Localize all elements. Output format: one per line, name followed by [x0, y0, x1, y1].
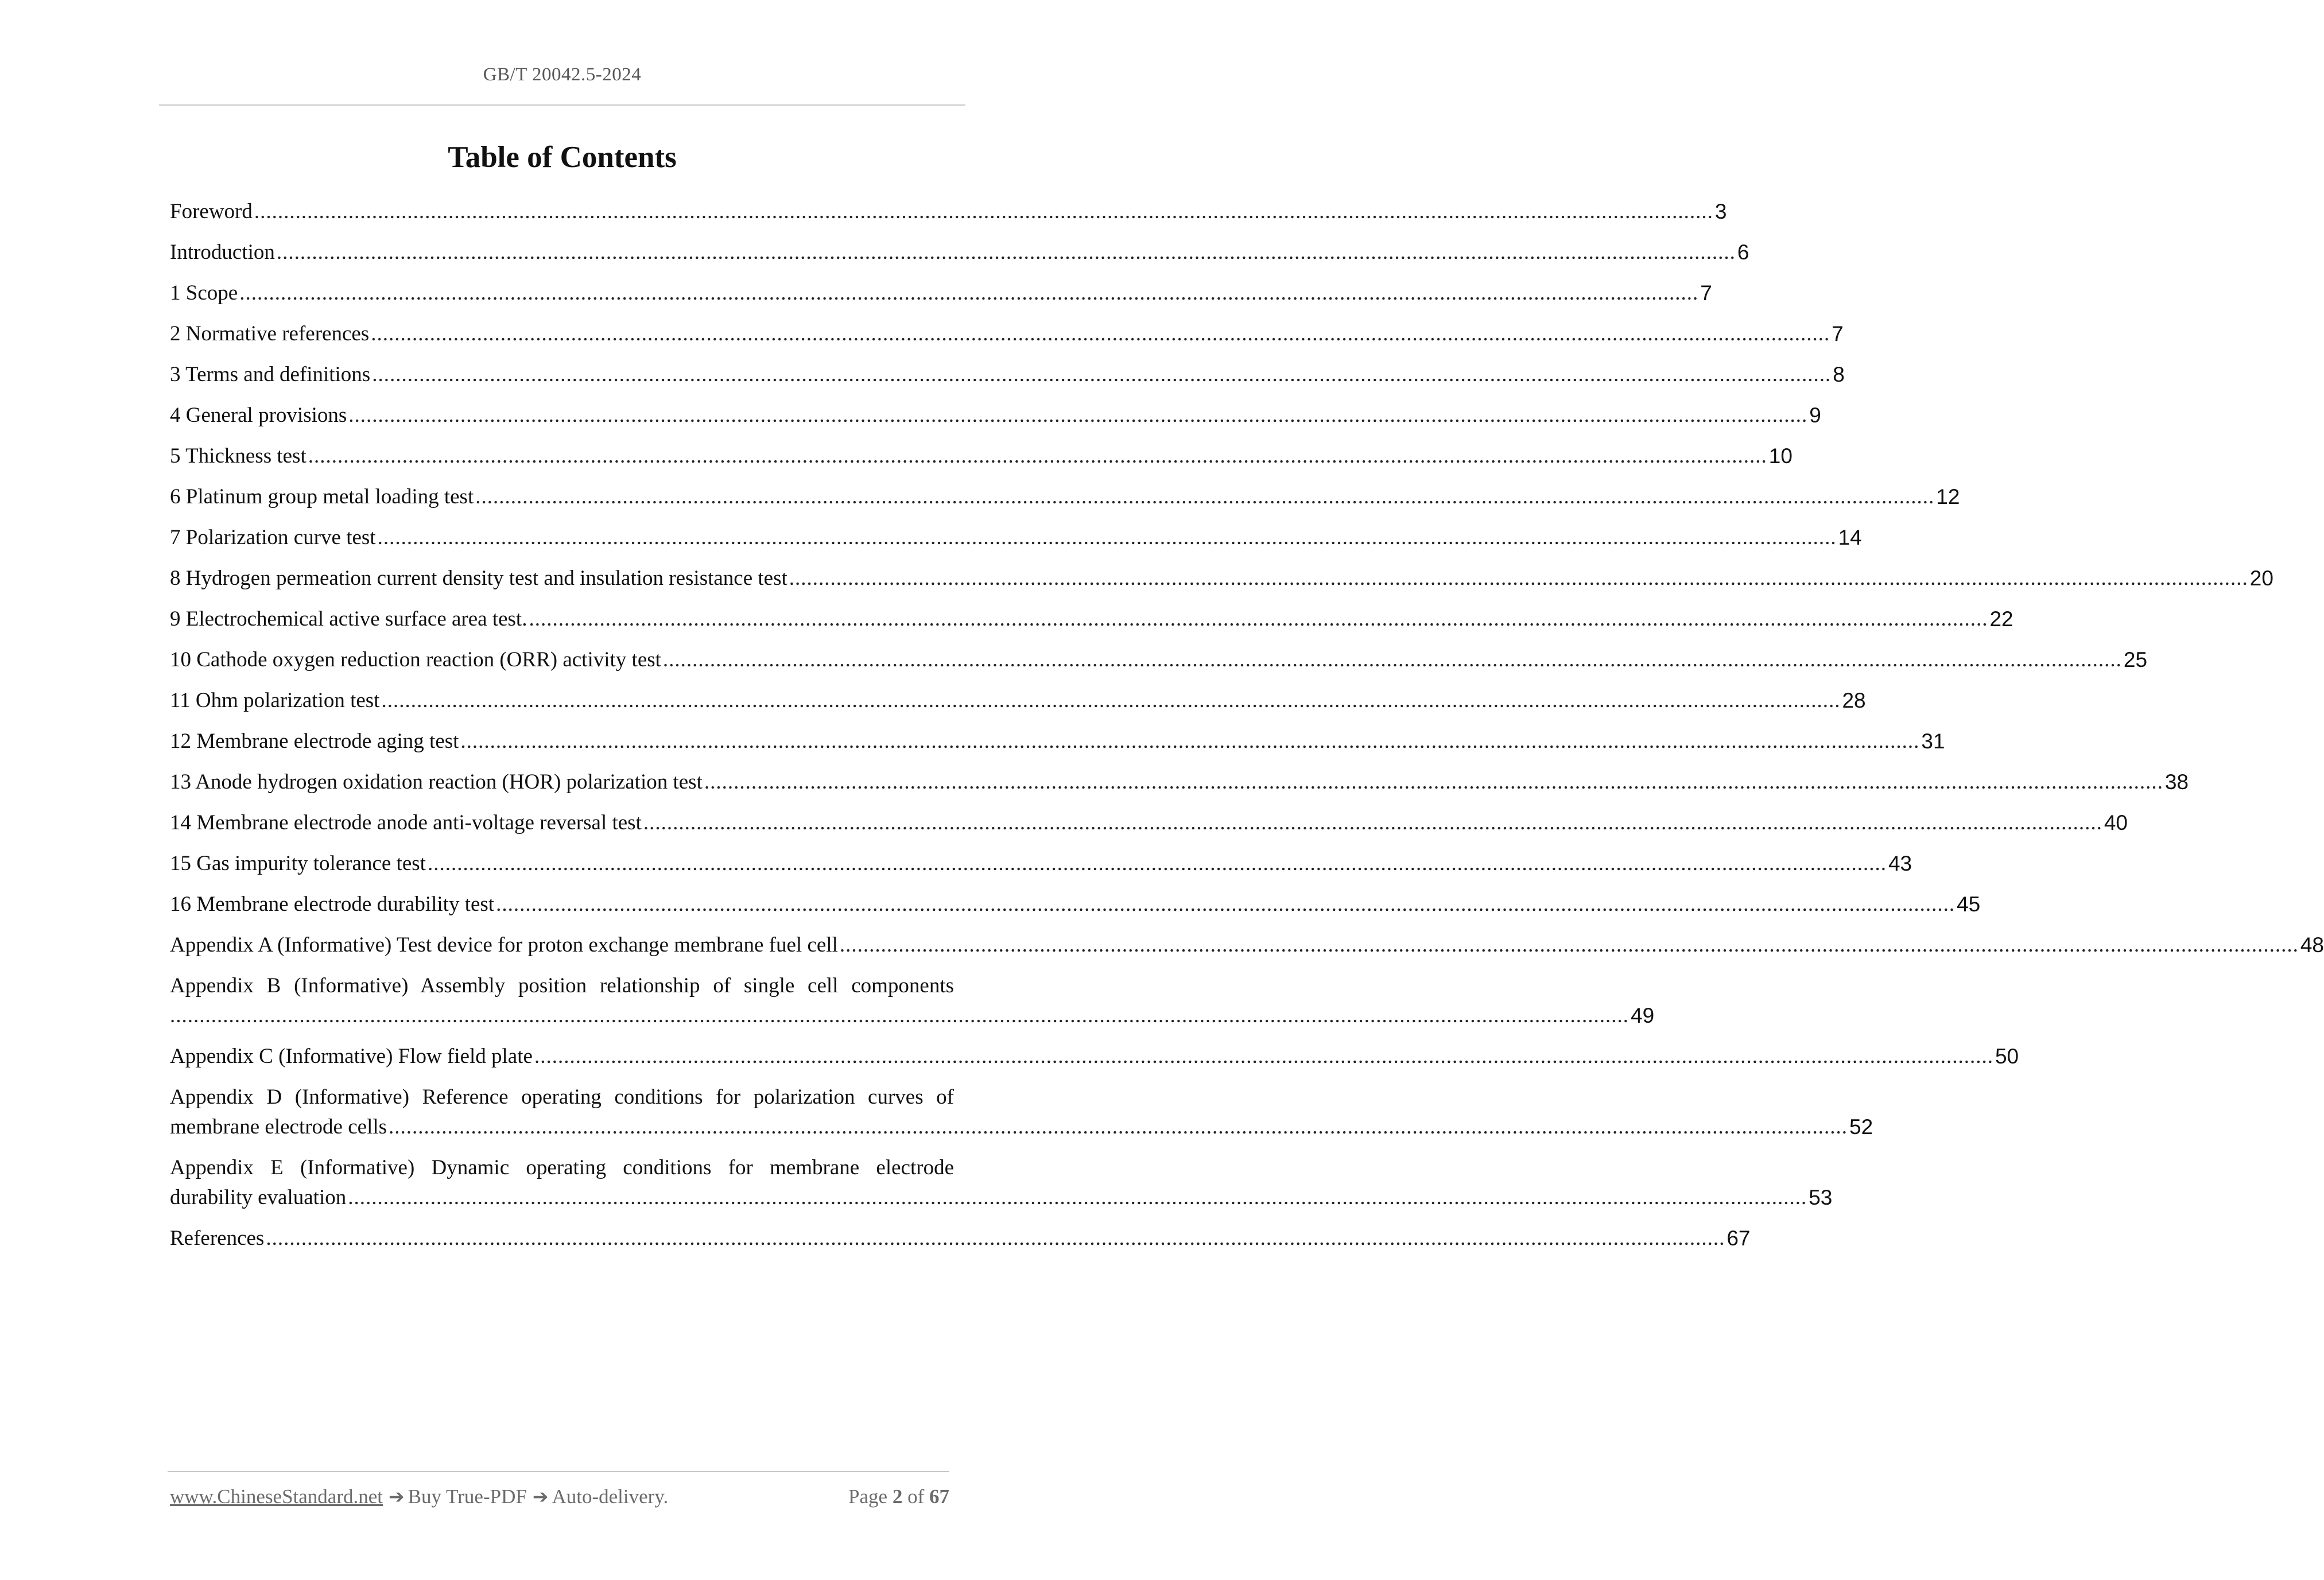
toc-entry-text: References	[170, 1226, 265, 1250]
toc-entry-text: Appendix C (Informative) Flow field plate	[170, 1045, 533, 1068]
toc-entry-appendix-d[interactable]	[170, 1082, 1873, 1142]
toc-entry-durability-test[interactable]	[170, 890, 1981, 919]
toc-page-number: 20	[2249, 566, 2273, 590]
buy-label: Buy True-PDF	[408, 1485, 527, 1508]
page-current: 2	[892, 1485, 903, 1508]
toc-entry-ohm-polarization-test[interactable]	[170, 686, 1866, 716]
toc-leader-dots: ........................................................................................................................................................................................................................................................	[704, 770, 2163, 794]
page-of: of	[907, 1485, 925, 1508]
toc-entry-general-provisions[interactable]	[170, 401, 1821, 430]
toc-entry-text: 6 Platinum group metal loading test	[170, 485, 474, 508]
toc-entry-text: Foreword	[170, 200, 253, 223]
toc-page-number: 38	[2164, 770, 2189, 794]
toc-page-number: 6	[1737, 240, 1749, 264]
toc-leader-dots: ........................................................................................................................................................................................................................................................	[643, 811, 2102, 834]
toc-leader-dots: ........................................................................................................................................................................................................................................................	[371, 322, 1830, 345]
right-arrow-icon: ➔	[532, 1485, 549, 1508]
toc-entry-text: 11 Ohm polarization test	[170, 689, 380, 712]
page-indicator	[848, 1485, 949, 1508]
toc-entry-text: 13 Anode hydrogen oxidation reaction (HOR) polarization test	[170, 770, 703, 794]
toc-leader-dots: ........................................................................................................................................................................................................................................................	[348, 403, 1808, 427]
footer-divider	[168, 1471, 949, 1472]
site-link[interactable]: www.ChineseStandard.net	[170, 1485, 383, 1508]
toc-page-number: 53	[1809, 1186, 1833, 1209]
toc-entry-gas-impurity-tolerance-test[interactable]	[170, 849, 1912, 879]
toc-page-number: 10	[1768, 444, 1793, 468]
toc-leader-dots: ........................................................................................................................................................................................................................................................	[276, 240, 1736, 264]
toc-entry-hydrogen-permeation-test[interactable]	[170, 564, 2273, 593]
toc-leader-dots: ........................................................................................................................................................................................................................................................	[789, 566, 2248, 590]
toc-entry-text: 16 Membrane electrode durability test	[170, 892, 495, 916]
toc-page-number: 7	[1700, 281, 1712, 305]
toc-entry-appendix-a[interactable]	[170, 930, 2324, 960]
toc-entry-hor-polarization-test[interactable]	[170, 767, 2189, 797]
toc-page-number: 43	[1888, 852, 1912, 875]
toc-entry-text: 12 Membrane electrode aging test	[170, 729, 459, 753]
toc-entry-foreword[interactable]	[170, 197, 1727, 227]
toc-entry-text-continued: membrane electrode cells	[170, 1115, 387, 1139]
toc-entry-text: 2 Normative references	[170, 322, 370, 345]
toc-entry-membrane-aging-test[interactable]	[170, 727, 1945, 756]
toc-entry-appendix-e[interactable]	[170, 1153, 1833, 1213]
toc-page-number: 50	[1995, 1045, 2019, 1068]
toc-entry-anti-voltage-reversal-test[interactable]	[170, 808, 2128, 838]
toc-entry-text: 5 Thickness test	[170, 444, 306, 468]
toc-entry-terms-and-definitions[interactable]	[170, 360, 1845, 390]
toc-entry-text: 4 General provisions	[170, 403, 347, 427]
toc-entry-text: Appendix E (Informative) Dynamic operating conditions for membrane electrode	[170, 1156, 954, 1179]
toc-leader-dots: ........................................................................................................................................................................................................................................................	[529, 607, 1988, 631]
toc-entry-text: Appendix D (Informative) Reference operating conditions for polarization curves of	[170, 1085, 954, 1109]
toc-leader-dots: ........................................................................................................................................................................................................................................................	[308, 444, 1767, 468]
toc-leader-dots: ........................................................................................................................................................................................................................................................	[254, 200, 1713, 223]
toc-entry-appendix-c[interactable]	[170, 1042, 2019, 1072]
toc-leader-dots: ........................................................................................................................................................................................................................................................	[377, 526, 1837, 549]
toc-page-number: 40	[2104, 811, 2128, 834]
document-header: GB/T 20042.5-2024	[483, 64, 642, 85]
toc-entry-text: 8 Hydrogen permeation current density test and insulation resistance test	[170, 566, 787, 590]
toc-entry-text: Appendix B (Informative) Assembly position relationship of single cell components	[170, 974, 954, 997]
toc-page-number: 9	[1809, 403, 1821, 427]
toc-page-number: 25	[2123, 648, 2148, 671]
toc-leader-dots: ........................................................................................................................................................................................................................................................	[427, 852, 1887, 875]
toc-leader-dots: ........................................................................................................................................................................................................................................................	[839, 933, 2299, 957]
toc-leader-dots: ........................................................................................................................................................................................................................................................	[460, 729, 1920, 753]
toc-leader-dots: ........................................................................................................................................................................................................................................................	[372, 363, 1832, 386]
toc-entry-text: 1 Scope	[170, 281, 238, 305]
toc-title: Table of Contents	[448, 141, 677, 174]
toc-page-number: 3	[1714, 200, 1727, 223]
toc-entry-appendix-b[interactable]	[170, 971, 1655, 1031]
toc-page-number: 49	[1631, 1004, 1655, 1027]
toc-entry-text: 14 Membrane electrode anode anti-voltage reversal test	[170, 811, 642, 834]
toc-entry-text: 7 Polarization curve test	[170, 526, 376, 549]
delivery-label: Auto-delivery.	[552, 1485, 669, 1508]
toc-leader-dots: ........................................................................................................................................................................................................................................................	[389, 1115, 1848, 1139]
toc-page-number: 28	[1842, 689, 1866, 712]
toc-page-number: 22	[1989, 607, 2013, 631]
toc-page-number: 7	[1832, 322, 1844, 345]
toc-page-number: 48	[2300, 933, 2324, 957]
toc-entry-normative-references[interactable]	[170, 319, 1844, 349]
toc-entry-scope[interactable]	[170, 278, 1712, 308]
toc-entry-references[interactable]	[170, 1224, 1751, 1253]
header-divider	[159, 104, 965, 106]
toc-leader-dots: ........................................................................................................................................................................................................................................................	[475, 485, 1935, 508]
footer-promo	[170, 1485, 668, 1508]
toc-entry-electrochemical-surface-area-test[interactable]	[170, 604, 2013, 634]
toc-entry-text: 3 Terms and definitions	[170, 363, 371, 386]
toc-entry-introduction[interactable]	[170, 238, 1749, 267]
toc-leader-dots: ........................................................................................................................................................................................................................................................	[662, 648, 2122, 671]
toc-entry-platinum-loading-test[interactable]	[170, 482, 1960, 512]
toc-leader-dots: ........................................................................................................................................................................................................................................................	[496, 892, 1956, 916]
toc-entry-polarization-curve-test[interactable]	[170, 523, 1862, 553]
toc-entry-text: 15 Gas impurity tolerance test	[170, 852, 426, 875]
toc-page-number: 12	[1936, 485, 1960, 508]
toc-page-number: 31	[1921, 729, 1945, 753]
toc-leader-dots: ........................................................................................................................................................................................................................................................	[348, 1186, 1807, 1209]
toc-entry-text-continued: durability evaluation	[170, 1186, 347, 1209]
toc-entry-thickness-test[interactable]	[170, 441, 1793, 471]
toc-page-number: 52	[1849, 1115, 1873, 1139]
toc-entry-orr-activity-test[interactable]	[170, 645, 2148, 675]
toc-page-number: 14	[1838, 526, 1862, 549]
toc-entry-text: Introduction	[170, 240, 275, 264]
toc-leader-dots: ........................................................................................................................................................................................................................................................	[239, 281, 1699, 305]
toc-leader-dots: ........................................................................................................................................................................................................................................................	[534, 1045, 1993, 1068]
page-total: 67	[929, 1485, 949, 1508]
toc-leader-dots: ........................................................................................................................................................................................................................................................	[381, 689, 1841, 712]
toc-page-number: 67	[1726, 1226, 1751, 1250]
toc-entry-text: Appendix A (Informative) Test device for proton exchange membrane fuel cell	[170, 933, 838, 957]
page-word: Page	[848, 1485, 888, 1508]
toc-leader-dots: ........................................................................................................................................................................................................................................................	[170, 1004, 1629, 1027]
toc-entry-text: 10 Cathode oxygen reduction reaction (ORR) activity test	[170, 648, 661, 671]
toc-leader-dots: ........................................................................................................................................................................................................................................................	[266, 1226, 1725, 1250]
right-arrow-icon: ➔	[389, 1485, 405, 1508]
toc-page-number: 8	[1833, 363, 1845, 386]
toc-entry-text: 9 Electrochemical active surface area test.	[170, 607, 527, 631]
toc-page-number: 45	[1957, 892, 1981, 916]
toc-list	[170, 197, 2324, 1264]
